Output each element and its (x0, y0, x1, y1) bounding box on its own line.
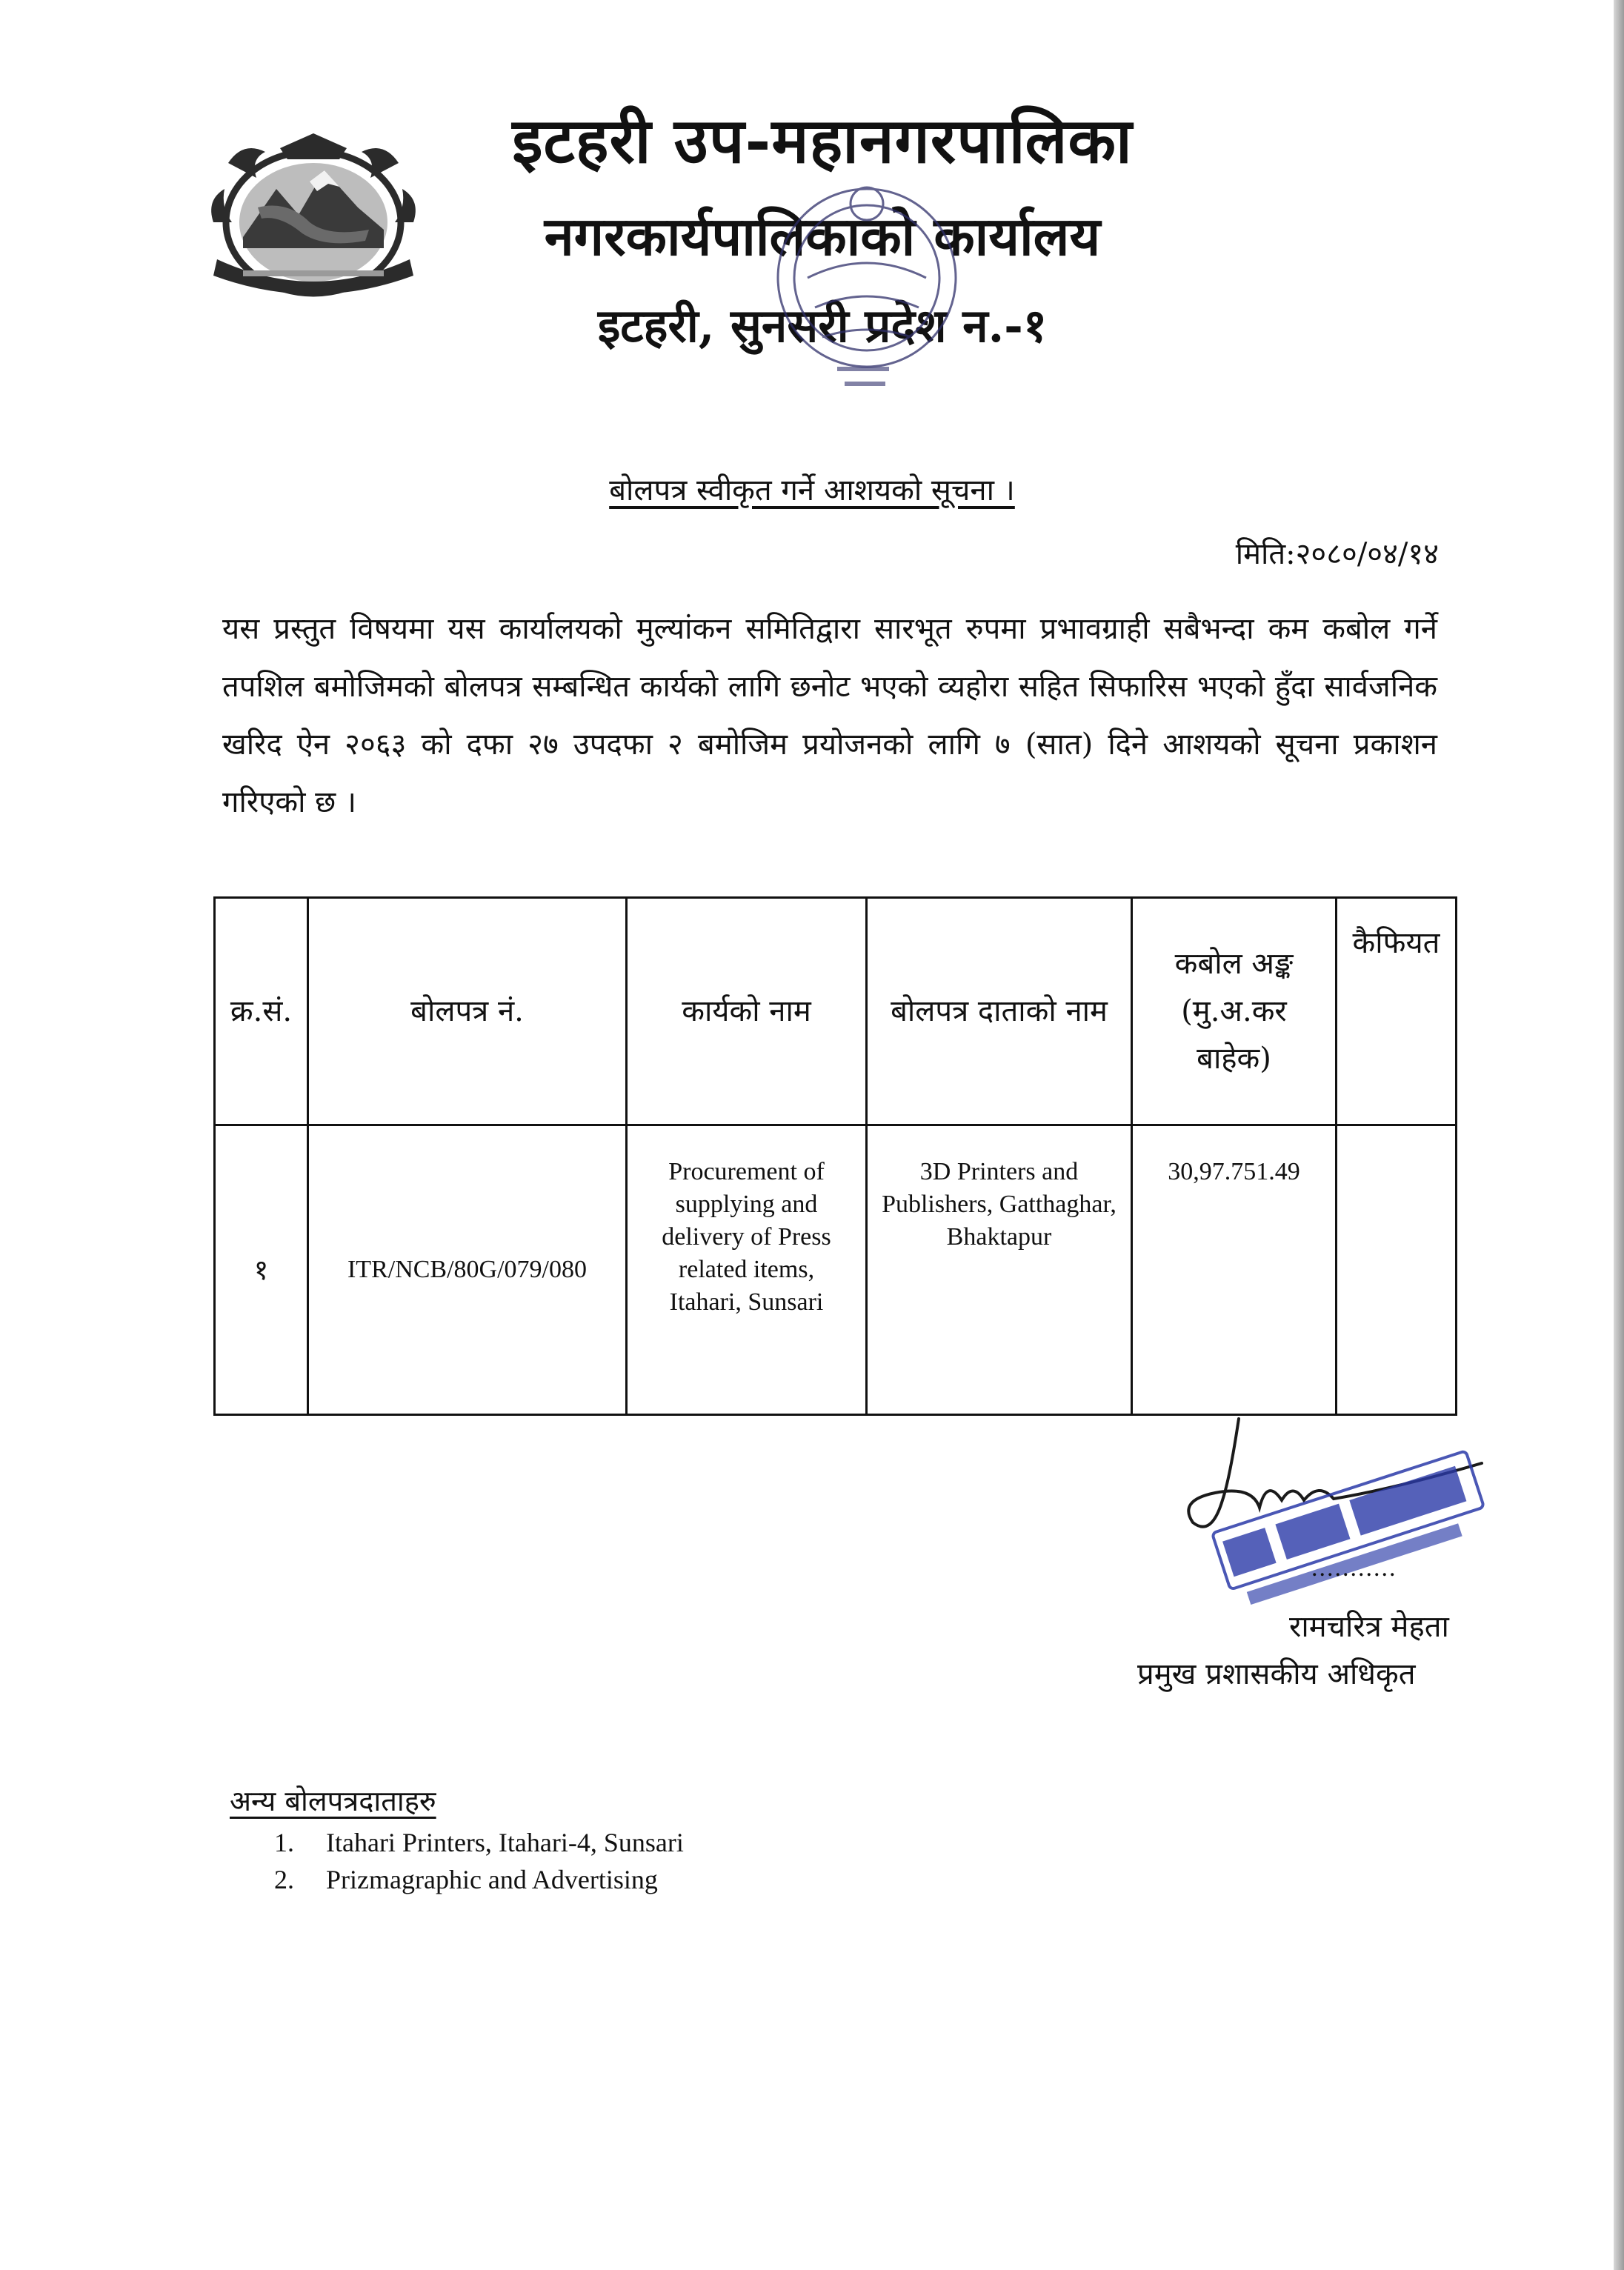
cell-bidder: 3D Printers and Publishers, Gatthaghar, Bhaktapur (867, 1125, 1132, 1415)
list-item-number: 1. (274, 1828, 294, 1857)
office-seal-stamp (756, 167, 971, 404)
other-bidders-heading: अन्य बोलपत्रदाताहरु (230, 1785, 436, 1817)
cell-remarks (1337, 1125, 1457, 1415)
signatory-name: रामचरित्र मेहता (1289, 1610, 1449, 1644)
col-header-bid-no: बोलपत्र नं. (308, 898, 627, 1125)
table-header-row (215, 898, 1457, 1125)
municipality-name: इटहरी उप-महानगरपालिका (512, 104, 1133, 177)
office-address: इटहरी, सुनसरी प्रदेश न.-१ (597, 299, 1048, 353)
list-item-name: Itahari Printers, Itahari-4, Sunsari (326, 1828, 684, 1857)
bid-award-table (213, 896, 1457, 1416)
col-header-bidder: बोलपत्र दाताको नाम (867, 898, 1132, 1125)
page-edge (1614, 0, 1624, 2270)
list-item (274, 1824, 684, 1861)
cell-work-name: Procurement of supplying and delivery of Press related items, Itahari, Sunsari (627, 1125, 867, 1415)
col-header-work-name: कार्यको नाम (627, 898, 867, 1125)
col-header-amount: कबोल अङ्क (मु.अ.कर बाहेक) (1132, 898, 1337, 1125)
signature-line: ........... (1311, 1554, 1397, 1582)
notice-body: यस प्रस्तुत विषयमा यस कार्यालयको मुल्यांकन समितिद्वारा सारभूत रुपमा प्रभावग्राही सबैभन्दा कम कबोल गर्ने तपशिल बमोजिमको बोलपत्र सम्बन्धित कार्यको लागि छनोट भएको व्यहोरा सहित सिफारिस भएको हुँदा सार्वजनिक खरिद ऐन २०६३ को दफा २७ उपदफा २ बमोजिम प्रयोजनको लागि ७ (सात) दिने आशयको सूचना प्रकाशन गरिएको छ । (222, 612, 1437, 819)
cell-amount: 30,97.751.49 (1132, 1125, 1337, 1415)
col-header-sn: क्र.सं. (215, 898, 308, 1125)
notice-date: मिति:२०८०/०४/१४ (1235, 537, 1439, 571)
cell-bid-no: ITR/NCB/80G/079/080 (308, 1125, 627, 1415)
notice-title-text: बोलपत्र स्वीकृत गर्ने आशयको सूचना । (609, 473, 1015, 507)
other-bidders-list (274, 1824, 684, 1898)
cell-sn: १ (215, 1125, 308, 1415)
list-item-number: 2. (274, 1865, 294, 1894)
office-name: नगरकार्यपालिकाको कार्यालय (544, 204, 1101, 267)
table-row (215, 1125, 1457, 1415)
signatory-title: प्रमुख प्रशासकीय अधिकृत (1137, 1657, 1416, 1691)
list-item (274, 1861, 684, 1898)
col-header-remarks: कैफियत (1337, 898, 1457, 1125)
nepal-emblem-icon (199, 119, 428, 311)
notice-title (0, 468, 1624, 513)
list-item-name: Prizmagraphic and Advertising (326, 1865, 658, 1894)
